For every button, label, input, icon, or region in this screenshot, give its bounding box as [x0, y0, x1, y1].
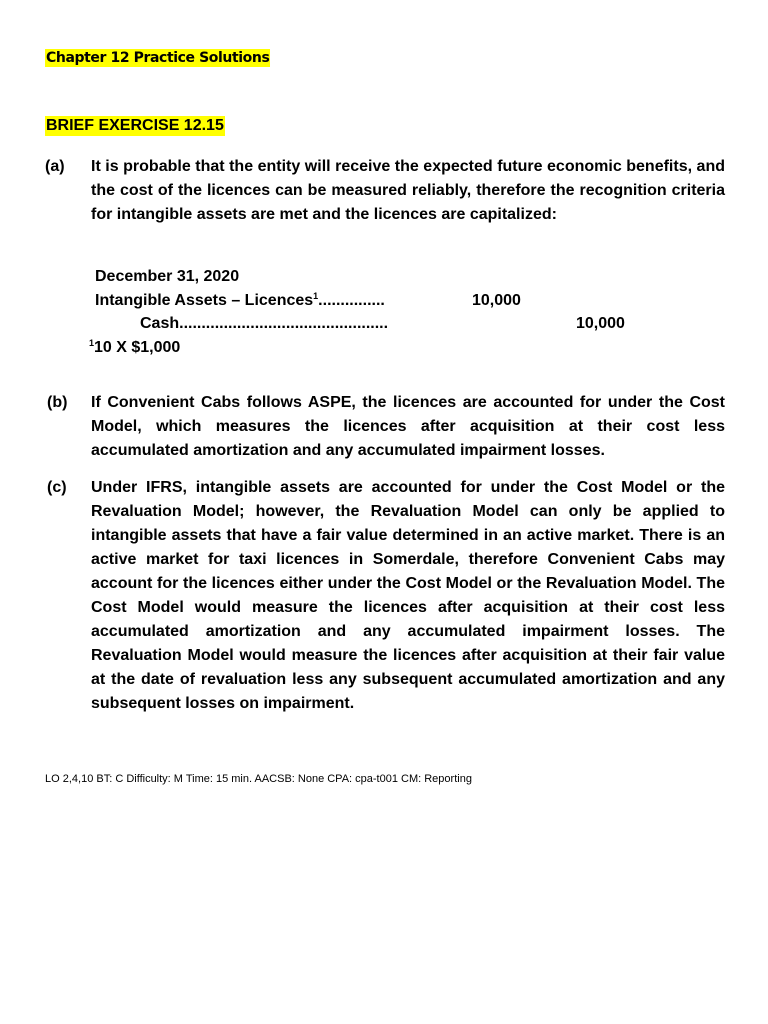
exercise-title: BRIEF EXERCISE 12.15: [46, 117, 224, 134]
footer-metadata: LO 2,4,10 BT: C Difficulty: M Time: 15 min. AACSB: None CPA: cpa-t001 CM: Reporting: [45, 773, 472, 785]
item-a: [45, 155, 725, 227]
item-b-text: If Convenient Cabs follows ASPE, the licences are accounted for under the Cost Model, which measures the licences after acquisition at their cost less accumulated amortization and any accumulated impairment losses.: [91, 394, 725, 459]
debit-footnote-mark: 1: [313, 290, 319, 301]
journal-entry: [89, 265, 655, 359]
credit-account: Cash: [140, 315, 180, 332]
journal-footnote-row: [89, 336, 655, 360]
credit-amount: 10,000: [576, 315, 625, 332]
debit-amount: 10,000: [472, 291, 521, 309]
item-b-letter: (b): [47, 394, 68, 411]
item-c-text: Under IFRS, intangible assets are accounted for under the Cost Model or the Revaluation Model; however, the Revaluation Model can only be applied to intangible assets that have a fair value determined in an active market. There is an active market for taxi licences in Somerdale, therefore Convenient Cabs may account for the licences either under the Cost Model or the Revaluation Model. The Cost Model would measure the licences after acquisition at their cost less accumulated amortization and any accumulated impairment losses. The Revaluation Model would measure the licences after acquisition at their fair value at the date of revaluation less any subsequent accumulated amortization and any subsequent losses on impairment.: [91, 479, 725, 712]
item-c: [45, 476, 725, 716]
journal-date-row: [95, 265, 655, 289]
journal-date: December 31, 2020: [95, 268, 240, 285]
item-a-letter: (a): [45, 158, 65, 175]
item-a-text: It is probable that the entity will receive the expected future economic benefits, and the cost of the licences can be measured reliably, therefore the recognition criteria for intangible assets are met and the licences are capitalized:: [91, 158, 725, 223]
credit-leader: ...............................................: [179, 315, 389, 332]
footnote-text: 10 X $1,000: [94, 338, 181, 356]
debit-leader: ...............: [318, 291, 385, 309]
chapter-title: Chapter 12 Practice Solutions: [46, 50, 270, 66]
item-c-letter: (c): [47, 479, 67, 496]
item-b: [45, 391, 725, 463]
journal-credit-row: [95, 312, 655, 336]
journal-debit-row: [95, 289, 655, 313]
debit-account: Intangible Assets – Licences: [95, 291, 314, 309]
footnote-mark: 1: [89, 337, 95, 348]
